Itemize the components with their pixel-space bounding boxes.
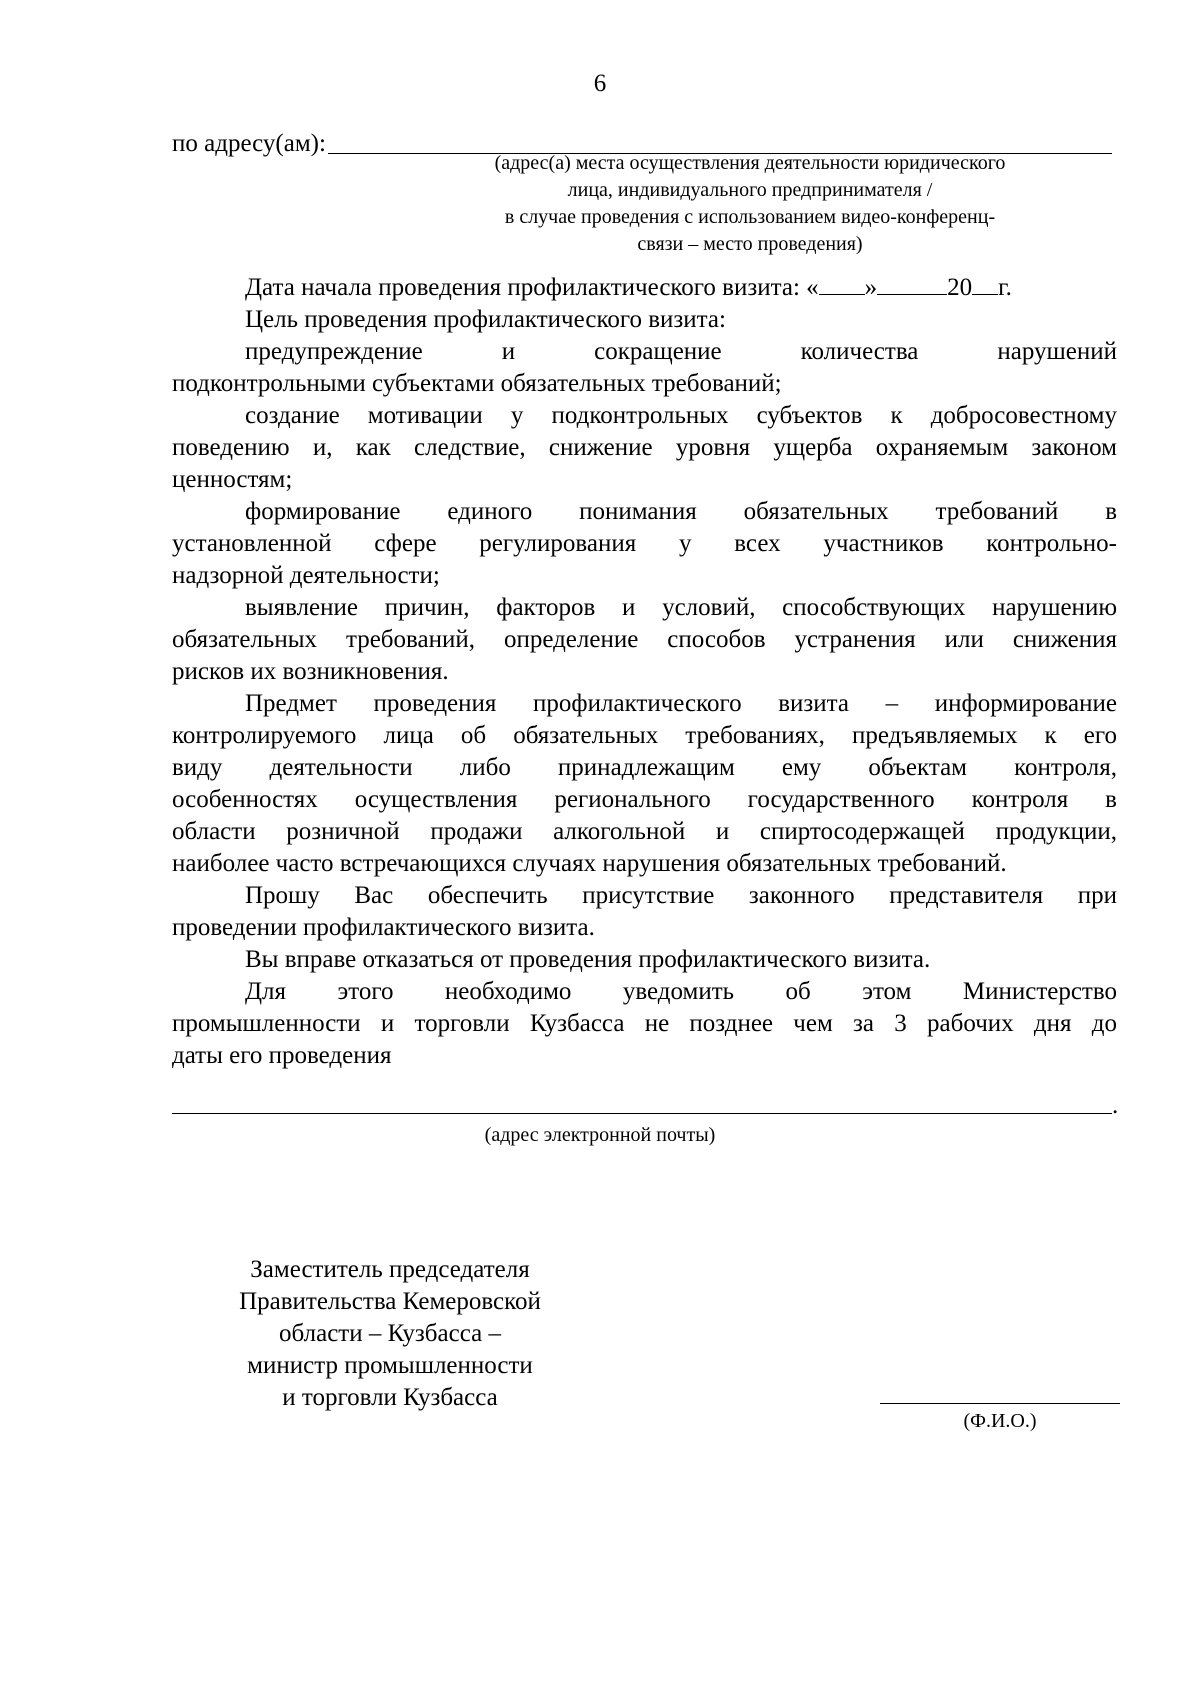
goal-3-line-2: установленной сфере регулирования у всех участников контрольно- bbox=[172, 530, 1117, 557]
email-line-dot: . bbox=[1112, 1092, 1119, 1119]
subject-line-3: виду деятельности либо принадлежащим ему объектам контроля, bbox=[172, 754, 1117, 781]
subject-line-5: области розничной продажи алкогольной и спиртосодержащей продукции, bbox=[172, 818, 1117, 845]
address-note-line-2: лица, индивидуального предпринимателя / bbox=[567, 179, 933, 201]
signatory-line-3: области – Кузбасса – bbox=[279, 1320, 501, 1347]
start-date-year-prefix: 20 bbox=[947, 274, 973, 301]
goal-4-line-1: выявление причин, факторов и условий, способствующих нарушению bbox=[245, 594, 1117, 621]
start-date-label: Дата начала проведения профилактического визита: « bbox=[245, 274, 819, 301]
goal-2-line-1: создание мотивации у подконтрольных субъектов к добросовестному bbox=[245, 402, 1117, 429]
page-number: 6 bbox=[593, 70, 607, 97]
start-date-suffix: г. bbox=[998, 274, 1012, 301]
signatory-block bbox=[180, 1254, 600, 1414]
day-blank bbox=[819, 274, 865, 295]
signatory-line-1: Заместитель председателя bbox=[250, 1256, 530, 1283]
signature-line bbox=[880, 1403, 1120, 1404]
address-note-line-1: (адрес(а) места осуществления деятельности юридического bbox=[494, 152, 1006, 174]
month-blank bbox=[877, 274, 947, 295]
subject-line-6: наиболее часто встречающихся случаях нарушения обязательных требований. bbox=[172, 850, 1007, 877]
signatory-line-5: и торговли Кузбасса bbox=[282, 1384, 498, 1411]
goal-heading: Цель проведения профилактического визита: bbox=[245, 306, 726, 333]
address-note-line-3: в случае проведения с использованием видео-конференц- bbox=[504, 206, 996, 228]
email-fill-line bbox=[172, 1113, 1112, 1114]
start-date-mid: » bbox=[864, 274, 878, 301]
subject-line-4: особенностях осуществления регионального государственного контроля в bbox=[172, 786, 1117, 813]
address-note-line-4: связи – место проведения) bbox=[637, 233, 863, 255]
goal-2-line-3: ценностям; bbox=[172, 466, 293, 493]
goal-1-line-2: подконтрольными субъектами обязательных требований; bbox=[172, 370, 782, 397]
year-blank bbox=[972, 274, 998, 295]
request-line-1: Прошу Вас обеспечить присутствие законного представителя при bbox=[245, 882, 1117, 909]
request-line-2: проведении профилактического визита. bbox=[172, 914, 595, 941]
email-caption: (адрес электронной почты) bbox=[484, 1124, 716, 1146]
goal-2-line-2: поведению и, как следствие, снижение уровня ущерба охраняемым законом bbox=[172, 434, 1117, 461]
goal-1-line-1: предупреждение и сокращение количества нарушений bbox=[245, 338, 1117, 365]
subject-line-2: контролируемого лица об обязательных требованиях, предъявляемых к его bbox=[172, 722, 1117, 749]
notify-line-1: Для этого необходимо уведомить об этом Министерство bbox=[245, 978, 1117, 1005]
signatory-line-4: министр промышленности bbox=[247, 1352, 533, 1379]
address-label: по адресу(ам): bbox=[172, 130, 326, 157]
signatory-line-2: Правительства Кемеровской bbox=[239, 1288, 541, 1315]
goal-4-line-3: рисков их возникновения. bbox=[172, 658, 449, 685]
notify-line-2: промышленности и торговли Кузбасса не позднее чем за 3 рабочих дня до bbox=[172, 1010, 1117, 1037]
start-date-row bbox=[245, 272, 1012, 304]
goal-3-line-3: надзорной деятельности; bbox=[172, 562, 440, 589]
subject-line-1: Предмет проведения профилактического визита – информирование bbox=[245, 690, 1117, 717]
refuse-right: Вы вправе отказаться от проведения профилактического визита. bbox=[245, 946, 931, 973]
notify-line-3: даты его проведения bbox=[172, 1042, 392, 1069]
goal-4-line-2: обязательных требований, определение способов устранения или снижения bbox=[172, 626, 1117, 653]
fio-caption: (Ф.И.О.) bbox=[963, 1410, 1037, 1432]
goal-3-line-1: формирование единого понимания обязательных требований в bbox=[245, 498, 1117, 525]
